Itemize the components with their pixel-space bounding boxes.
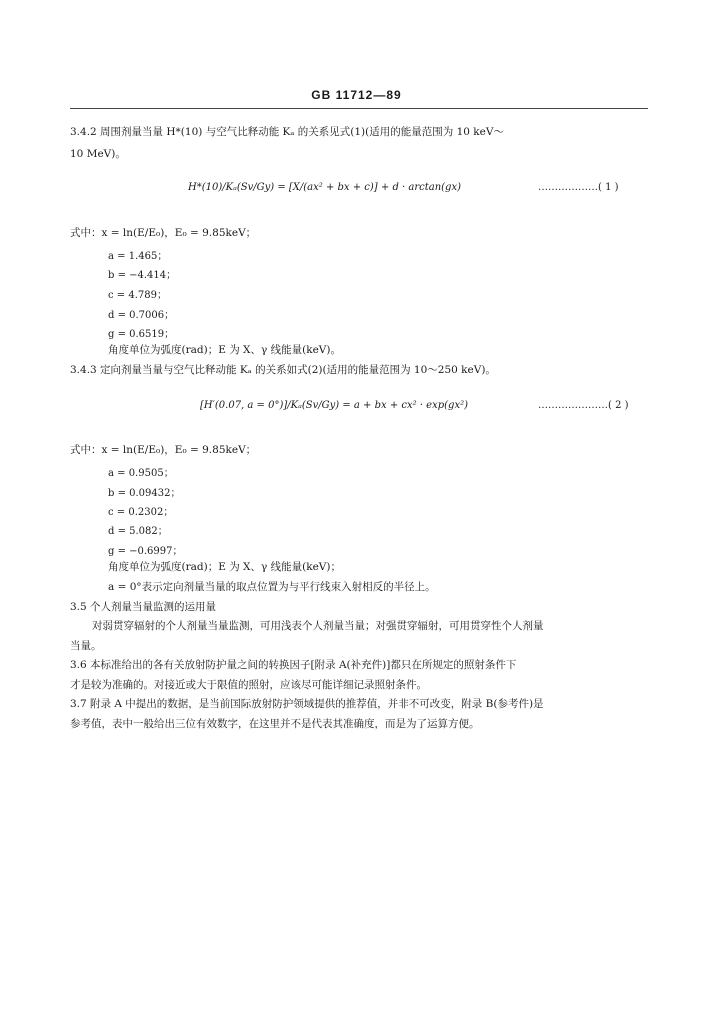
eq2-var-c: c = 0.2302； (108, 507, 174, 518)
section-3-7-line-1: 3.7 附录 A 中提出的数据，是当前国际放射防护领域提供的推荐值，并非不可改变，附录 B(参考件)是 (70, 698, 544, 710)
eq1-var-a: a = 1.465； (108, 251, 168, 262)
section-3-4-2-line-2: 10 MeV)。 (70, 148, 126, 160)
header-rule (70, 108, 648, 109)
section-3-4-2-line-1: 3.4.2 周围剂量当量 H*(10) 与空气比释动能 Kₐ 的关系见式(1)(适用的能量范围为 10 keV～ (70, 126, 504, 138)
eq2-var-g: g = −0.6997； (108, 546, 183, 557)
eq1-unit-note: 角度单位为弧度(rad)；E 为 X、γ 线能量(keV)。 (108, 344, 341, 356)
equation-1-number: ………………( 1 ) (538, 182, 619, 193)
eq2-unit-note: 角度单位为弧度(rad)；E 为 X、γ 线能量(keV)； (108, 561, 341, 573)
eq1-var-d: d = 0.7006； (108, 310, 175, 321)
section-3-6-line-1: 3.6 本标准给出的各有关放射防护量之间的转换因子[附录 A(补充件)]都只在所规定的照射条件下 (70, 659, 517, 671)
section-3-5-line-1: 对弱贯穿辐射的个人剂量当量监测，可用浅表个人剂量当量；对强贯穿辐射，可用贯穿性个人剂量 (92, 620, 544, 632)
section-3-5-line-2: 当量。 (70, 640, 102, 652)
section-3-5-title: 3.5 个人剂量当量监测的运用量 (70, 601, 217, 613)
equation-2: [H′(0.07, a = 0°)]/Kₐ(Sv/Gy) = a + bx + cx² · exp(gx²) (200, 400, 468, 411)
eq1-var-g: g = 0.6519； (108, 329, 175, 340)
eq1-var-c: c = 4.789； (108, 290, 167, 301)
page-header-standard-number: GB 11712—89 (311, 88, 402, 102)
section-3-7-line-2: 参考值，表中一般给出三位有效数字，在这里并不是代表其准确度，而是为了运算方便。 (70, 718, 480, 730)
eq1-var-b: b = −4.414； (108, 270, 177, 281)
equation-2-number: …………………( 2 ) (538, 400, 629, 411)
eq2-var-d: d = 5.082； (108, 526, 168, 537)
section-3-6-line-2: 才是较为准确的。对接近或大于限值的照射，应该尽可能详细记录照射条件。 (70, 679, 427, 691)
equation-1-where: 式中：x = ln(E/E₀)，E₀ = 9.85keV； (70, 227, 257, 239)
eq2-var-b: b = 0.09432； (108, 488, 181, 499)
eq2-angle-note: a = 0°表示定向剂量当量的取点位置为与平行线束入射相反的半径上。 (108, 581, 436, 593)
equation-2-where: 式中：x = ln(E/E₀)，E₀ = 9.85keV； (70, 444, 257, 456)
equation-1: H*(10)/Kₐ(Sv/Gy) = [X/(ax² + bx + c)] + d · arctan(gx) (188, 182, 461, 193)
section-3-4-3-line-1: 3.4.3 定向剂量当量与空气比释动能 Kₐ 的关系如式(2)(适用的能量范围为 10～250 keV)。 (70, 364, 496, 376)
eq2-var-a: a = 0.9505； (108, 468, 174, 479)
